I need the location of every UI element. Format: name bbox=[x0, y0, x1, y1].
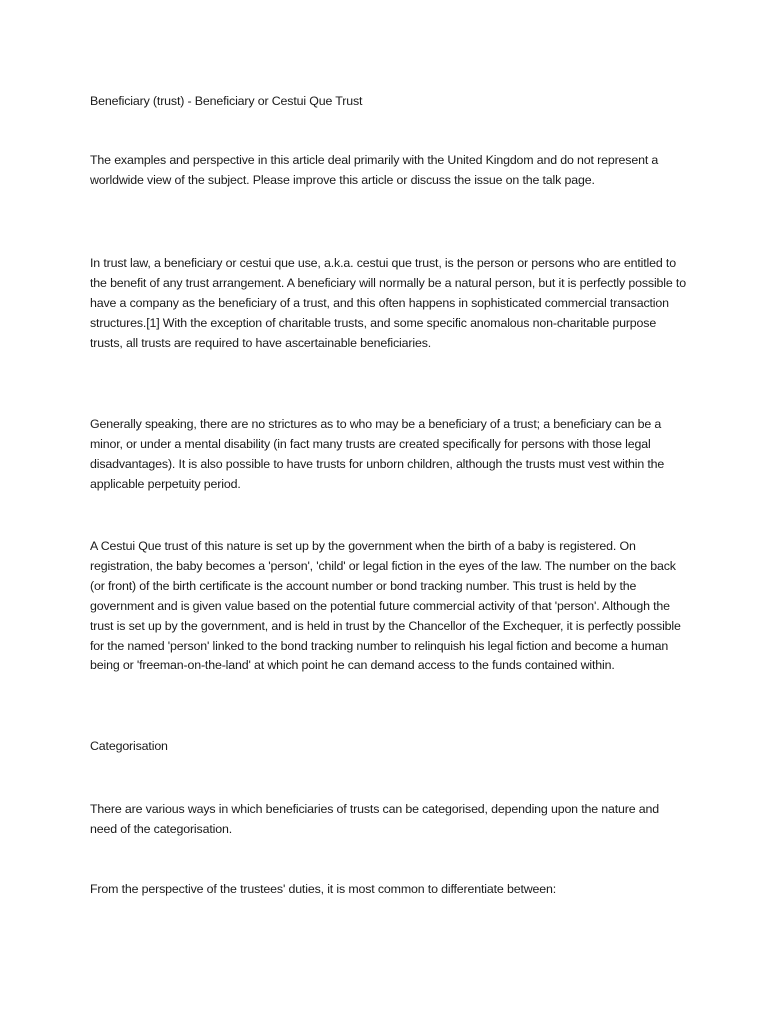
paragraph-definition: In trust law, a beneficiary or cestui que use, a.k.a. cestui que trust, is the person or persons who are entitled to the benefit of any trust arrangement. A beneficiary will normally be a natural person, but it is perfectly possible to have a company as the beneficiary of a trust, and this often happens in sophisticated commercial transaction structures.[1] With the exception of charitable trusts, and some specific anomalous non-charitable purpose trusts, all trusts are required to have ascertainable beneficiaries. bbox=[90, 256, 686, 350]
paragraph-eligibility: Generally speaking, there are no strictures as to who may be a beneficiary of a trust; a beneficiary can be a minor, or under a mental disability (in fact many trusts are created specifically for persons with those legal disadvantages). It is also possible to have trusts for unborn children, although the trusts must vest within the applicable perpetuity period. bbox=[90, 417, 665, 491]
paragraph-cestui-que-trust: A Cestui Que trust of this nature is set up by the government when the birth of a baby is registered. On registration, the baby becomes a 'person', 'child' or legal fiction in the eyes of the law. The number on the back (or front) of the birth certificate is the account number or bond tracking number. This trust is held by the government and is given value based on the potential future commercial activity of that 'person'. Although the trust is set up by the government, and is held in trust by the Chancellor of the Exchequer, it is perfectly possible for the named 'person' linked to the bond tracking number to relinquish his legal fiction and become a human being or 'freeman-on-the-land' at which point he can demand access to the funds contained within. bbox=[90, 539, 681, 673]
paragraph-categorisation-intro: There are various ways in which beneficiaries of trusts can be categorised, depending upon the nature and need of the categorisation. bbox=[90, 802, 660, 836]
paragraph-scope-notice: The examples and perspective in this article deal primarily with the United Kingdom and do not represent a worldwide view of the subject. Please improve this article or discuss the issue on the talk page. bbox=[90, 153, 659, 187]
document-title: Beneficiary (trust) - Beneficiary or Cestui Que Trust bbox=[90, 94, 363, 108]
paragraph-trustee-duties: From the perspective of the trustees' duties, it is most common to differentiate between: bbox=[90, 882, 557, 896]
section-heading-categorisation: Categorisation bbox=[90, 739, 168, 753]
